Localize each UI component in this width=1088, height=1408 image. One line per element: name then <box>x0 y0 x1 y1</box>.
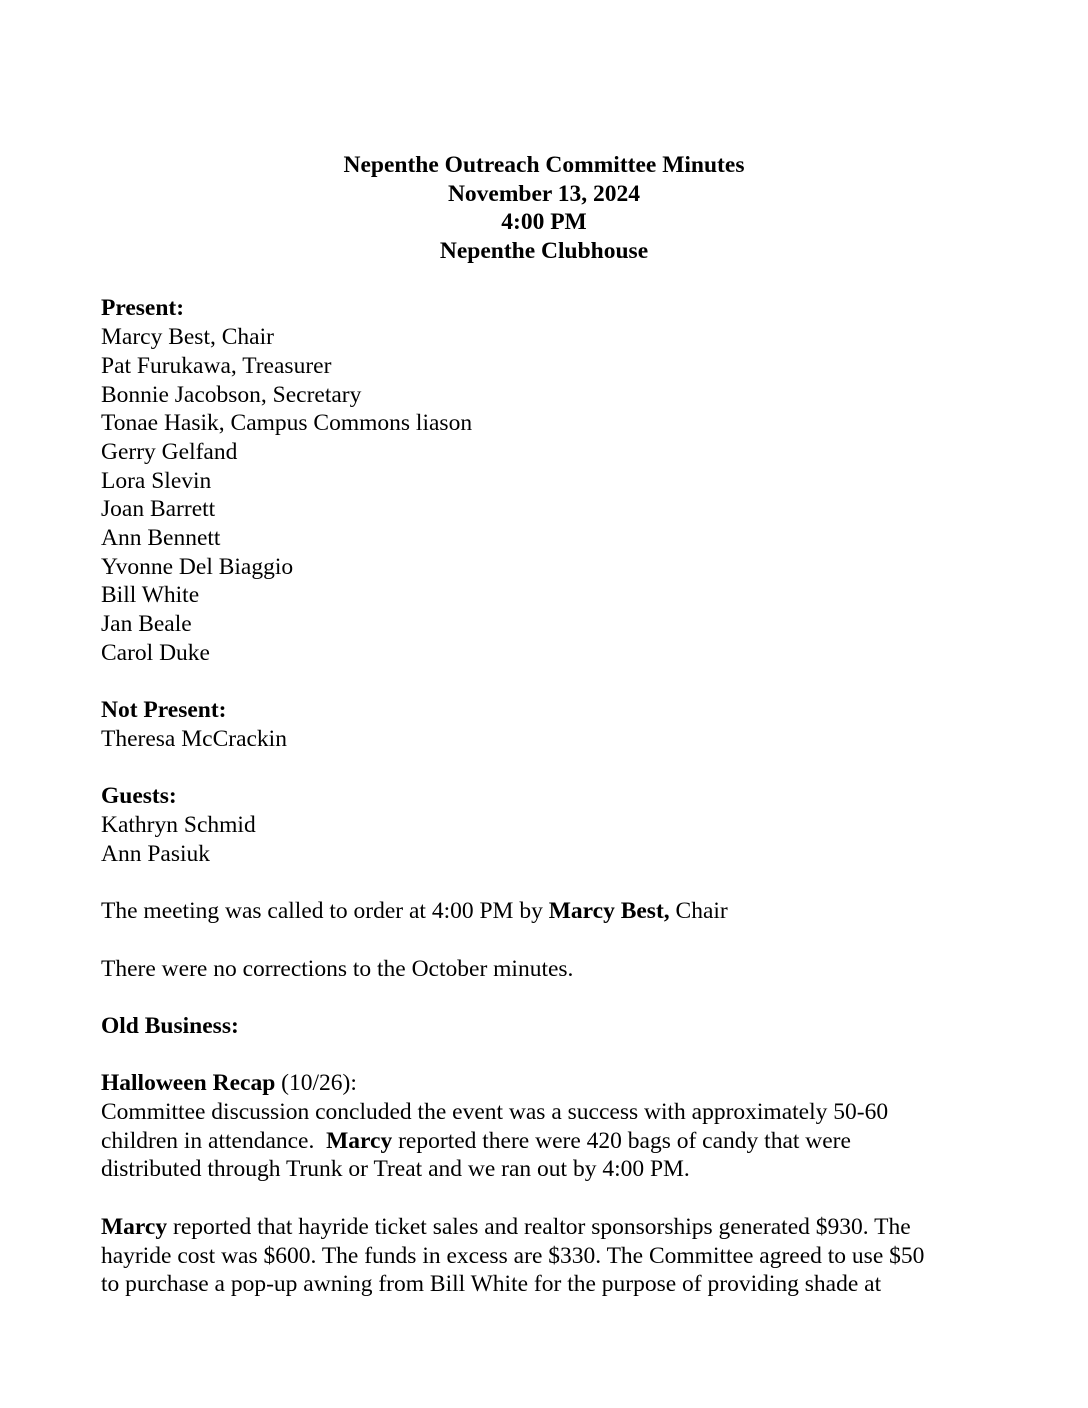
recap-text: reported that hayride ticket sales and realtor sponsorships generated $930. The <box>167 1213 911 1240</box>
chair-name: Marcy Best, <box>548 898 670 925</box>
halloween-recap-date: (10/26): <box>275 1070 357 1097</box>
recap-paragraph-1-line-2 <box>101 1127 991 1156</box>
chair-role: Chair <box>669 898 728 925</box>
call-to-order <box>101 897 991 926</box>
guests-section <box>101 782 991 868</box>
recap-paragraph-2-line-2: hayride cost was $600. The funds in excess are $330. The Committee agreed to use $50 <box>101 1242 925 1269</box>
minutes-page <box>101 151 991 1299</box>
attendee: Marcy Best, Chair <box>101 324 274 351</box>
meeting-date: November 13, 2024 <box>447 180 641 207</box>
document-header <box>101 151 987 266</box>
recap-text: reported there were 420 bags of candy that were <box>392 1127 851 1154</box>
attendee: Bonnie Jacobson, Secretary <box>101 381 362 408</box>
recap-paragraph-1-line-1: Committee discussion concluded the event was a success with approximately 50-60 <box>101 1099 889 1126</box>
attendee: Bill White <box>101 582 200 609</box>
recap-paragraph-1-line-3: distributed through Trunk or Treat and we ran out by 4:00 PM. <box>101 1156 690 1183</box>
attendee: Gerry Gelfand <box>101 438 238 465</box>
attendee: Ann Bennett <box>101 525 221 552</box>
recap-text: children in attendance. <box>101 1127 327 1154</box>
present-heading: Present: <box>101 295 185 322</box>
recap-paragraph-2-line-3: to purchase a pop-up awning from Bill White for the purpose of providing shade at <box>101 1271 882 1298</box>
guest: Kathryn Schmid <box>101 812 256 839</box>
old-business-heading: Old Business: <box>101 1012 239 1039</box>
attendee: Yvonne Del Biaggio <box>101 553 294 580</box>
halloween-recap-heading <box>101 1069 991 1098</box>
attendee: Pat Furukawa, Treasurer <box>101 352 332 379</box>
absentee: Theresa McCrackin <box>101 725 287 752</box>
present-section <box>101 294 991 667</box>
reporter-name: Marcy <box>101 1213 168 1240</box>
attendee: Joan Barrett <box>101 496 216 523</box>
not-present-section <box>101 696 991 753</box>
meeting-location: Nepenthe Clubhouse <box>439 238 649 265</box>
guests-heading: Guests: <box>101 783 177 810</box>
not-present-heading: Not Present: <box>101 697 227 724</box>
corrections-note: There were no corrections to the October minutes. <box>101 955 574 982</box>
halloween-recap-section <box>101 1069 991 1299</box>
reporter-name: Marcy <box>326 1127 393 1154</box>
attendee: Jan Beale <box>101 611 192 638</box>
guest: Ann Pasiuk <box>101 840 211 867</box>
attendee: Tonae Hasik, Campus Commons liason <box>101 410 473 437</box>
attendee: Carol Duke <box>101 639 210 666</box>
attendee: Lora Slevin <box>101 467 212 494</box>
halloween-recap-title: Halloween Recap <box>101 1070 276 1097</box>
document-title: Nepenthe Outreach Committee Minutes <box>343 152 745 178</box>
recap-paragraph-2-line-1 <box>101 1213 991 1242</box>
meeting-time: 4:00 PM <box>501 209 587 236</box>
call-to-order-text: The meeting was called to order at 4:00 PM by <box>101 898 549 925</box>
